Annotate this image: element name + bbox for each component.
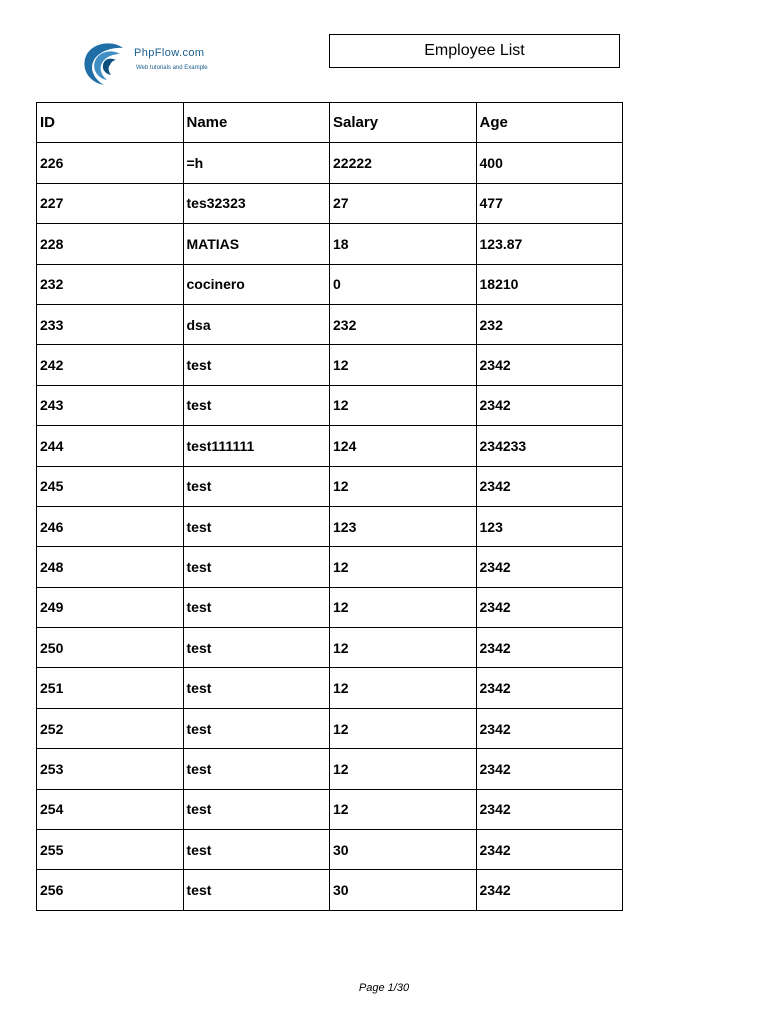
cell-id: 250	[37, 628, 184, 668]
cell-age: 2342	[476, 830, 623, 870]
phpflow-logo	[80, 38, 230, 88]
table-header-row	[37, 103, 623, 143]
column-header-age: Age	[476, 103, 623, 143]
cell-id: 249	[37, 587, 184, 627]
cell-name: test	[183, 668, 330, 708]
cell-name: test	[183, 466, 330, 506]
cell-age: 18210	[476, 264, 623, 304]
document-title: Employee List	[424, 42, 525, 59]
cell-age: 123	[476, 506, 623, 546]
cell-name: test	[183, 345, 330, 385]
cell-id: 251	[37, 668, 184, 708]
cell-name: test	[183, 547, 330, 587]
cell-salary: 30	[330, 830, 477, 870]
cell-id: 254	[37, 789, 184, 829]
cell-salary: 30	[330, 870, 477, 910]
column-header-id: ID	[37, 103, 184, 143]
cell-name: test	[183, 385, 330, 425]
cell-age: 123.87	[476, 224, 623, 264]
cell-name: test	[183, 628, 330, 668]
cell-age: 234233	[476, 426, 623, 466]
column-header-name: Name	[183, 103, 330, 143]
cell-age: 232	[476, 304, 623, 344]
cell-id: 252	[37, 708, 184, 748]
cell-age: 2342	[476, 466, 623, 506]
cell-name: test	[183, 830, 330, 870]
cell-salary: 12	[330, 466, 477, 506]
cell-age: 2342	[476, 587, 623, 627]
table-row	[37, 264, 623, 304]
column-header-salary: Salary	[330, 103, 477, 143]
cell-age: 2342	[476, 547, 623, 587]
employee-table-body	[37, 103, 623, 911]
cell-salary: 18	[330, 224, 477, 264]
cell-age: 2342	[476, 345, 623, 385]
cell-name: test	[183, 749, 330, 789]
logo-tagline: Web tutorials and Example	[136, 65, 208, 71]
table-row	[37, 385, 623, 425]
logo-name: PhpFlow.com	[134, 47, 205, 59]
cell-age: 477	[476, 183, 623, 223]
cell-salary: 124	[330, 426, 477, 466]
cell-name: cocinero	[183, 264, 330, 304]
cell-id: 228	[37, 224, 184, 264]
table-row	[37, 304, 623, 344]
cell-age: 2342	[476, 749, 623, 789]
table-row	[37, 466, 623, 506]
table-row	[37, 345, 623, 385]
table-row	[37, 708, 623, 748]
table-row	[37, 668, 623, 708]
cell-id: 245	[37, 466, 184, 506]
cell-age: 2342	[476, 870, 623, 910]
cell-salary: 12	[330, 628, 477, 668]
cell-name: test	[183, 587, 330, 627]
cell-age: 2342	[476, 668, 623, 708]
cell-name: test	[183, 789, 330, 829]
table-row	[37, 506, 623, 546]
table-row	[37, 183, 623, 223]
document-title-box	[329, 34, 620, 68]
cell-id: 255	[37, 830, 184, 870]
cell-salary: 12	[330, 789, 477, 829]
cell-age: 2342	[476, 628, 623, 668]
table-row	[37, 143, 623, 183]
cell-id: 227	[37, 183, 184, 223]
cell-salary: 12	[330, 547, 477, 587]
cell-id: 256	[37, 870, 184, 910]
cell-age: 2342	[476, 708, 623, 748]
cell-salary: 123	[330, 506, 477, 546]
cell-name: test111111	[183, 426, 330, 466]
cell-name: tes32323	[183, 183, 330, 223]
cell-id: 226	[37, 143, 184, 183]
cell-id: 246	[37, 506, 184, 546]
cell-salary: 12	[330, 345, 477, 385]
cell-salary: 0	[330, 264, 477, 304]
table-row	[37, 426, 623, 466]
cell-salary: 27	[330, 183, 477, 223]
table-row	[37, 224, 623, 264]
employee-table	[36, 102, 623, 911]
cell-age: 400	[476, 143, 623, 183]
cell-name: dsa	[183, 304, 330, 344]
cell-id: 233	[37, 304, 184, 344]
cell-salary: 232	[330, 304, 477, 344]
cell-name: MATIAS	[183, 224, 330, 264]
cell-name: test	[183, 506, 330, 546]
cell-salary: 12	[330, 587, 477, 627]
cell-salary: 12	[330, 385, 477, 425]
table-row	[37, 830, 623, 870]
cell-name: =h	[183, 143, 330, 183]
table-row	[37, 547, 623, 587]
cell-salary: 12	[330, 668, 477, 708]
page-number: Page 1/30	[358, 982, 410, 994]
cell-id: 248	[37, 547, 184, 587]
swirl-logo-icon	[80, 38, 130, 88]
cell-salary: 12	[330, 749, 477, 789]
cell-age: 2342	[476, 385, 623, 425]
cell-id: 242	[37, 345, 184, 385]
table-row	[37, 628, 623, 668]
cell-id: 244	[37, 426, 184, 466]
cell-name: test	[183, 870, 330, 910]
table-row	[37, 749, 623, 789]
table-row	[37, 587, 623, 627]
cell-id: 243	[37, 385, 184, 425]
cell-age: 2342	[476, 789, 623, 829]
cell-salary: 12	[330, 708, 477, 748]
cell-salary: 22222	[330, 143, 477, 183]
cell-name: test	[183, 708, 330, 748]
cell-id: 253	[37, 749, 184, 789]
table-row	[37, 789, 623, 829]
table-row	[37, 870, 623, 910]
cell-id: 232	[37, 264, 184, 304]
